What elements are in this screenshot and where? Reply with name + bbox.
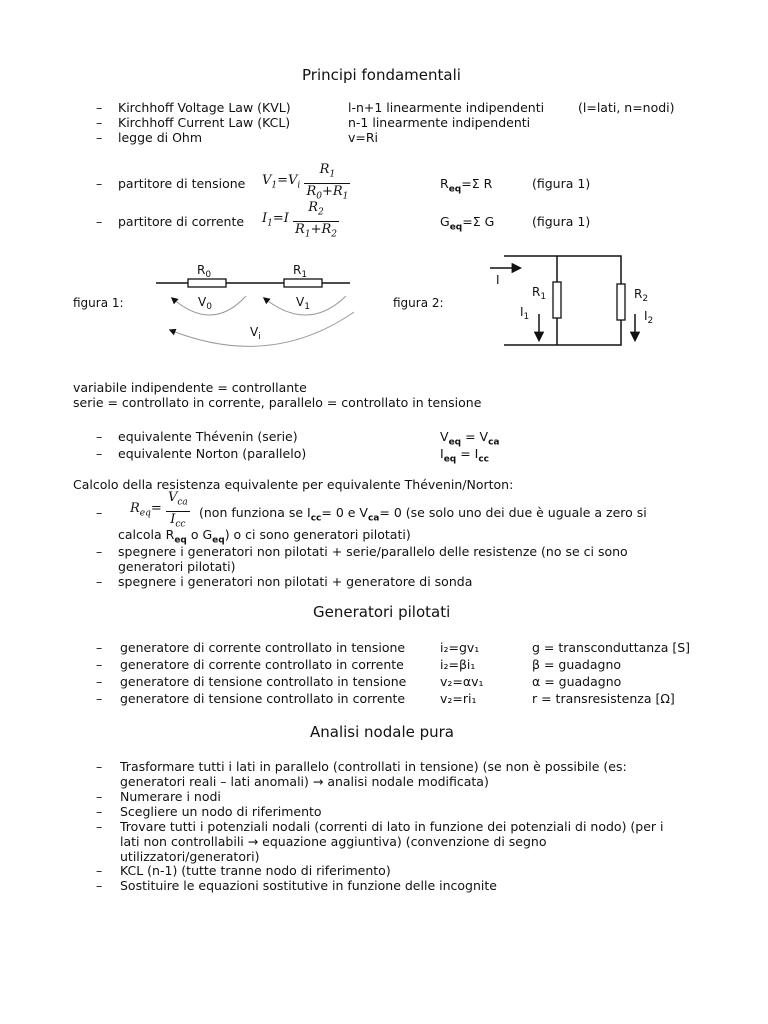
r1-label: $R_1$	[532, 285, 547, 302]
calc-item3: spegnere i generatori non pilotati + generatore di sonda	[118, 574, 473, 589]
generatore-eq: v₂=ri₁	[440, 691, 477, 706]
law-kcl-name: Kirchhoff Current Law (KCL)	[118, 115, 291, 130]
nodale-item: Trovare tutti i potenziali nodali (correnti di lato in funzione dei potenziali di nodo) (per i	[120, 819, 664, 834]
law-kvl-note: (l=lati, n=nodi)	[578, 100, 675, 115]
calc-item1-line2: calcola $R_{eq}$ o $G_{eq}$) o ci sono generatori pilotati)	[118, 527, 411, 546]
section-title-nodale: Analisi nodale pura	[310, 723, 454, 741]
figura2-diagram	[484, 248, 660, 352]
nodale-item: Sostituire le equazioni sostitutive in funzione delle incognite	[120, 878, 497, 893]
thevenin-label: equivalente Thévenin (serie)	[118, 429, 298, 444]
i1-label: $I_1$	[520, 305, 530, 322]
nodale-item-cont: utilizzatori/generatori)	[120, 849, 260, 864]
law-kvl-desc: l-n+1 linearmente indipendenti	[348, 100, 545, 115]
norton-label: equivalente Norton (parallelo)	[118, 446, 307, 461]
bullet-dash: –	[96, 176, 103, 191]
formula-partitore-corrente: $I_1=I$ $\frac{R_2}{R_1+R_2}$	[262, 200, 337, 240]
bullet-dash: –	[96, 759, 103, 774]
generatore-param: β = guadagno	[532, 657, 622, 672]
bullet-dash: –	[96, 657, 103, 672]
var-indip-text: variabile indipendente = controllante	[73, 380, 307, 395]
geq-formula	[440, 214, 494, 236]
nodale-item: Scegliere un nodo di riferimento	[120, 804, 322, 819]
generatore-eq: i₂=gv₁	[440, 640, 480, 655]
req-formula	[440, 176, 492, 198]
bullet-dash: –	[96, 505, 103, 520]
section-title-generatori: Generatori pilotati	[313, 603, 451, 621]
nodale-item: KCL (n-1) (tutte tranne nodo di riferimento)	[120, 863, 391, 878]
bullet-dash: –	[96, 691, 103, 706]
bullet-dash: –	[96, 640, 103, 655]
req-rest: =Σ R	[461, 176, 493, 191]
nodale-item-cont: lati non controllabili → equazione aggiuntiva) (convenzione di segno	[120, 834, 547, 849]
r2-label: $R_2$	[634, 287, 649, 304]
vi-label: $V_i$	[250, 325, 261, 342]
bullet-dash: –	[96, 804, 103, 819]
bullet-dash: –	[96, 446, 103, 461]
bullet-dash: –	[96, 819, 103, 834]
figura1-label: figura 1:	[73, 296, 124, 310]
v1-label: $V_1$	[296, 295, 310, 312]
generatore-eq: i₂=βi₁	[440, 657, 476, 672]
partitore-corrente-ref: (figura 1)	[532, 214, 591, 229]
req-sub: eq	[448, 184, 462, 195]
r1-label: $R_1$	[293, 263, 308, 280]
bullet-dash: –	[96, 574, 103, 589]
partitore-tensione-ref: (figura 1)	[532, 176, 591, 191]
geq-sub: eq	[449, 222, 463, 233]
norton-formula: $I_{eq} = I_{cc}$	[440, 446, 490, 465]
bullet-dash: –	[96, 130, 103, 145]
bullet-dash: –	[96, 863, 103, 878]
thevenin-formula: $V_{eq} = V_{ca}$	[440, 429, 500, 448]
partitore-tensione-label: partitore di tensione	[118, 176, 246, 191]
bullet-dash: –	[96, 544, 103, 559]
generatore-name: generatore di tensione controllato in tensione	[120, 674, 407, 689]
section-title-principi: Principi fondamentali	[302, 66, 461, 84]
figura1-diagram	[150, 258, 360, 352]
resistor-r1	[284, 279, 322, 287]
top-wire	[504, 256, 621, 288]
calc-item2-line2: generatori pilotati)	[118, 559, 236, 574]
bullet-dash: –	[96, 429, 103, 444]
v0-label: $V_0$	[198, 295, 212, 312]
bullet-dash: –	[96, 115, 103, 130]
partitore-corrente-label: partitore di corrente	[118, 214, 245, 229]
resistor-r1	[553, 282, 561, 318]
bullet-dash: –	[96, 789, 103, 804]
generatore-param: r = transresistenza [Ω]	[532, 691, 675, 706]
bullet-dash: –	[96, 674, 103, 689]
law-kvl-name: Kirchhoff Voltage Law (KVL)	[118, 100, 291, 115]
law-ohm-name: legge di Ohm	[118, 130, 203, 145]
bullet-dash: –	[96, 214, 103, 229]
calc-item2-line1: spegnere i generatori non pilotati + serie/parallelo delle resistenze (no se ci sono	[118, 544, 628, 559]
generatore-param: g = transconduttanza [S]	[532, 640, 691, 655]
req-symbol: R	[440, 176, 449, 191]
r0-label: $R_0$	[197, 263, 212, 280]
geq-symbol: G	[440, 214, 450, 229]
formula-req: $R_{eq}=$ $\frac{V_{ca}}{I_{cc}}$	[130, 490, 188, 530]
generatore-param: α = guadagno	[532, 674, 622, 689]
calcolo-title: Calcolo della resistenza equivalente per equivalente Thévenin/Norton:	[73, 477, 514, 492]
generatore-name: generatore di corrente controllato in tensione	[120, 640, 406, 655]
geq-rest: =Σ G	[462, 214, 495, 229]
bullet-dash: –	[96, 100, 103, 115]
law-ohm-desc: v=Ri	[348, 130, 379, 145]
generatore-eq: v₂=αv₁	[440, 674, 484, 689]
nodale-item: Numerare i nodi	[120, 789, 221, 804]
figura2-label: figura 2:	[393, 296, 444, 310]
bullet-dash: –	[96, 878, 103, 893]
calc-item1-line1: (non funziona se $I_{cc}= 0$ e $V_{ca}= 0$ (se solo uno dei due è uguale a zero si	[199, 505, 647, 524]
generatore-name: generatore di tensione controllato in corrente	[120, 691, 406, 706]
generatore-name: generatore di corrente controllato in corrente	[120, 657, 404, 672]
law-kcl-desc: n-1 linearmente indipendenti	[348, 115, 531, 130]
resistor-r0	[188, 279, 226, 287]
nodale-item: Trasformare tutti i lati in parallelo (controllati in tensione) (se non è possibile (es:	[120, 759, 627, 774]
i-label: I	[496, 273, 500, 287]
i2-label: $I_2$	[644, 309, 654, 326]
serie-parallelo-text: serie = controllato in corrente, parallelo = controllato in tensione	[73, 395, 482, 410]
vi-arrow	[170, 312, 354, 346]
formula-partitore-tensione: $V_1=V_i$ $\frac{R_1}{R_0+R_1}$	[262, 162, 349, 202]
nodale-item-cont: generatori reali – lati anomali) → analisi nodale modificata)	[120, 774, 489, 789]
bottom-wire	[504, 320, 621, 345]
resistor-r2	[617, 284, 625, 320]
